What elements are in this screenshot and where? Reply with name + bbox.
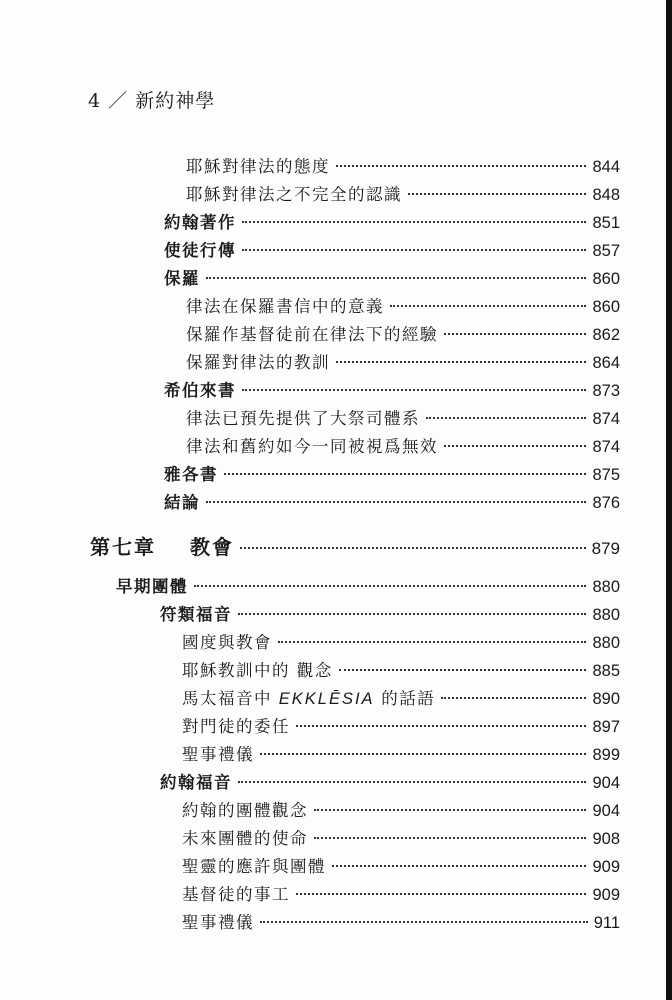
toc-entry (186, 323, 620, 347)
toc-entry (182, 715, 620, 739)
toc-page: 909 (592, 858, 620, 876)
dot-leader (224, 473, 586, 475)
toc-title-head: 馬太福音中 (182, 689, 272, 708)
toc-page: 908 (592, 830, 620, 848)
toc-title: 對門徒的委任 (182, 717, 290, 736)
toc-entry (186, 183, 620, 207)
toc-entry (164, 239, 620, 263)
toc-entry (160, 603, 620, 627)
toc-title: 未來團體的使命 (182, 829, 308, 848)
dot-leader (242, 221, 586, 223)
toc-page: 879 (591, 539, 620, 558)
dot-leader (408, 193, 586, 195)
toc-page: 880 (592, 634, 620, 652)
dot-leader (336, 165, 586, 167)
toc-page: 899 (592, 746, 620, 764)
dot-leader (444, 333, 586, 335)
toc-page: 880 (592, 606, 620, 624)
toc-page: 875 (592, 466, 620, 484)
toc-entry (182, 799, 620, 823)
toc-chapter-entry (90, 535, 620, 559)
toc-entry (182, 911, 620, 935)
dot-leader (426, 417, 586, 419)
dot-leader (242, 249, 586, 251)
toc-entry (182, 631, 620, 655)
toc-title-greek: EKKLĒSIA (278, 690, 375, 708)
toc-title: 律法在保羅書信中的意義 (186, 297, 384, 316)
toc-entry (164, 463, 620, 487)
toc-entry (182, 743, 620, 767)
dot-leader (278, 641, 586, 643)
toc-entry (116, 575, 620, 599)
toc-entry (164, 267, 620, 291)
dot-leader (390, 305, 586, 307)
toc-title: 結論 (164, 493, 200, 512)
dot-leader (314, 809, 586, 811)
toc-page: 880 (592, 578, 620, 596)
book-title: 新約神學 (135, 90, 216, 112)
toc-title: 律法已預先提供了大祭司體系 (186, 409, 420, 428)
dot-leader (339, 669, 587, 671)
toc-page: 860 (592, 298, 620, 316)
chapter-title: 教會 (190, 535, 234, 559)
toc-title-tail: 觀念 (296, 661, 333, 680)
dot-leader (206, 501, 586, 503)
toc-title: 耶穌對律法的態度 (186, 157, 330, 176)
toc-title: 保羅作基督徒前在律法下的經驗 (186, 325, 438, 344)
toc-page: 857 (592, 242, 620, 260)
toc-entry (186, 155, 620, 179)
toc-page: 911 (593, 914, 620, 932)
toc-entry (164, 211, 620, 235)
dot-leader (444, 445, 586, 447)
dot-leader (441, 697, 586, 699)
toc-title: 符類福音 (160, 605, 232, 624)
toc-page: 864 (592, 354, 620, 372)
toc-page: 904 (592, 802, 620, 820)
toc-title: 使徒行傳 (164, 241, 236, 260)
toc-page: 862 (592, 326, 620, 344)
dot-leader (260, 921, 588, 923)
chapter-label: 第七章 (90, 535, 156, 559)
toc-page: 874 (592, 438, 620, 456)
toc-title (182, 687, 435, 711)
page-number: 4 (88, 90, 102, 112)
dot-leader (240, 547, 586, 549)
dot-leader (336, 361, 586, 363)
header-separator: ／ (108, 90, 129, 112)
dot-leader (194, 585, 586, 587)
toc-entry (186, 435, 620, 459)
toc-page: 851 (592, 214, 620, 232)
toc-title: 早期團體 (116, 577, 188, 596)
toc-title-head: 耶穌教訓中的 (182, 661, 290, 680)
toc-page: 860 (592, 270, 620, 288)
dot-leader (296, 893, 586, 895)
toc-page: 904 (592, 774, 620, 792)
toc-page: 909 (592, 886, 620, 904)
toc-entry (182, 659, 620, 683)
toc-page: 876 (592, 494, 620, 512)
toc-title: 律法和舊約如今一同被視爲無效 (186, 437, 438, 456)
toc-entry (182, 855, 620, 879)
dot-leader (296, 725, 586, 727)
toc-title: 希伯來書 (164, 381, 236, 400)
toc-title: 雅各書 (164, 465, 218, 484)
toc-title: 約翰著作 (164, 213, 236, 232)
toc-title: 國度與教會 (182, 633, 272, 652)
toc-page: 890 (592, 690, 620, 708)
toc-page: 874 (592, 410, 620, 428)
toc-title: 聖靈的應許與團體 (182, 857, 326, 876)
dot-leader (314, 837, 586, 839)
toc-entry (186, 295, 620, 319)
toc-entry (182, 883, 620, 907)
toc-title: 耶穌對律法之不完全的認識 (186, 185, 402, 204)
dot-leader (260, 753, 586, 755)
chapter-heading (90, 535, 234, 559)
dot-leader (332, 865, 586, 867)
toc-title: 約翰的團體觀念 (182, 801, 308, 820)
toc-title: 約翰福音 (160, 773, 232, 792)
toc-page: 897 (592, 718, 620, 736)
toc-entry (182, 687, 620, 711)
toc-entry (186, 407, 620, 431)
toc-entry (164, 379, 620, 403)
toc-title: 聖事禮儀 (182, 745, 254, 764)
toc-title: 聖事禮儀 (182, 913, 254, 932)
toc-page: 848 (592, 186, 620, 204)
toc-page: 885 (592, 662, 620, 680)
toc-entry (186, 351, 620, 375)
toc-page: 873 (592, 382, 620, 400)
dot-leader (206, 277, 586, 279)
dot-leader (238, 613, 586, 615)
toc-title-tail: 的話語 (381, 689, 436, 708)
toc-entry (164, 491, 620, 515)
dot-leader (242, 389, 586, 391)
toc-entry (182, 827, 620, 851)
dot-leader (238, 781, 586, 783)
toc-page: 844 (592, 158, 620, 176)
toc-title: 保羅對律法的教訓 (186, 353, 330, 372)
toc-title: 基督徒的事工 (182, 885, 290, 904)
toc-title (182, 659, 333, 683)
toc-title: 保羅 (164, 269, 200, 288)
toc-entry (160, 771, 620, 795)
